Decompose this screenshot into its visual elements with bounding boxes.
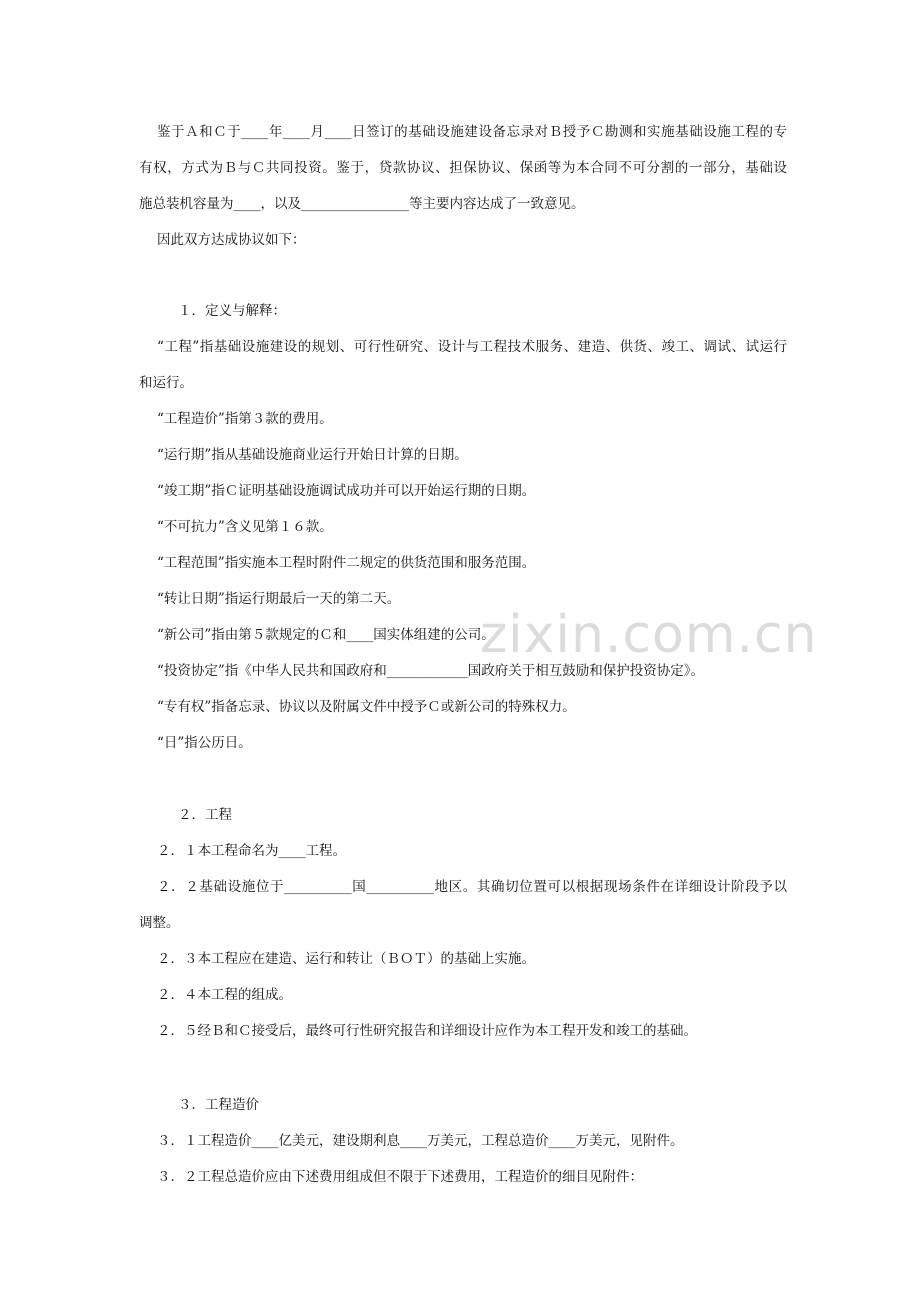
- paragraph-line: 因此双方达成协议如下：: [157, 232, 306, 248]
- definition-line: “投资协定”指《中华人民共和国政府和____________国政府关于相互鼓励和保护投资协定》。: [157, 663, 705, 679]
- definition-line: “运行期”指从基础设施商业运行开始日计算的日期。: [157, 447, 468, 463]
- definition-line: “竣工期”指Ｃ证明基础设施调试成功并可以开始运行期的日期。: [157, 483, 536, 499]
- paragraph-line: 鉴于Ａ和Ｃ于____年____月____日签订的基础设施建设备忘录对Ｂ授予Ｃ勘测和实施基础设施工程的专: [157, 124, 787, 140]
- clause-line: ３．２工程总造价应由下述费用组成但不限于下述费用，工程造价的细目见附件：: [157, 1169, 643, 1185]
- definition-line: “不可抗力”含义见第１６款。: [157, 519, 333, 535]
- definition-line: “工程”指基础设施建设的规划、可行性研究、设计与工程技术服务、建造、供货、竣工、调试、试运行: [157, 339, 787, 355]
- watermark: zixin.com.cn: [480, 605, 818, 665]
- paragraph-line: 有权，方式为Ｂ与Ｃ共同投资。鉴于，贷款协议、担保协议、保函等为本合同不可分割的一部分，基础设: [139, 160, 787, 176]
- definition-line: 和运行。: [139, 375, 193, 391]
- definition-line: “转让日期”指运行期最后一天的第二天。: [157, 591, 401, 607]
- paragraph-line: 施总装机容量为____，以及________________等主要内容达成了一致意见。: [139, 196, 585, 212]
- definition-line: “工程范围”指实施本工程时附件二规定的供货范围和服务范围。: [157, 555, 536, 571]
- clause-line: ２．４本工程的组成。: [157, 987, 292, 1003]
- definition-line: “工程造价”指第３款的费用。: [157, 411, 333, 427]
- definition-line: “日”指公历日。: [157, 735, 252, 751]
- clause-line: 调整。: [139, 915, 180, 931]
- definition-line: “专有权”指备忘录、协议以及附属文件中授予Ｃ或新公司的特殊权力。: [157, 699, 576, 715]
- clause-line: ２．１本工程命名为____工程。: [157, 843, 346, 859]
- clause-line: ３．１工程造价____亿美元，建设期利息____万美元，工程总造价____万美元，见附件。: [157, 1133, 684, 1149]
- clause-line: ２．５经Ｂ和Ｃ接受后，最终可行性研究报告和详细设计应作为本工程开发和竣工的基础。: [157, 1023, 697, 1039]
- section-heading: １．定义与解释：: [178, 303, 286, 319]
- section-heading: ３．工程造价: [178, 1097, 259, 1113]
- clause-line: ２．３本工程应在建造、运行和转让（ＢＯＴ）的基础上实施。: [157, 951, 535, 967]
- clause-line: ２．２基础设施位于__________国__________地区。其确切位置可以根据现场条件在详细设计阶段予以: [157, 879, 787, 895]
- definition-line: “新公司”指由第５款规定的Ｃ和____国实体组建的公司。: [157, 627, 495, 643]
- section-heading: ２．工程: [178, 807, 232, 823]
